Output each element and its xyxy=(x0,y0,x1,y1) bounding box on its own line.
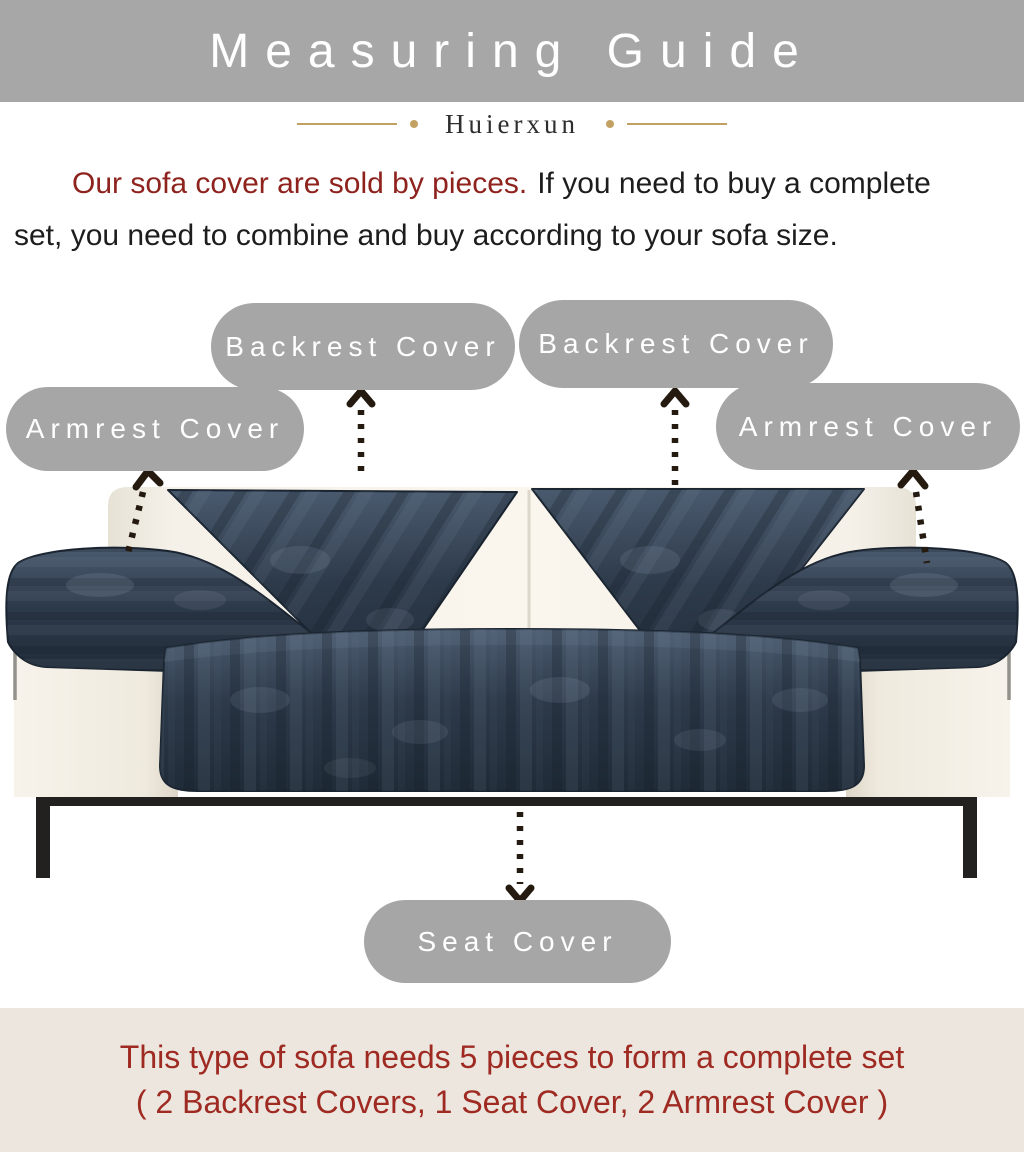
footer-line-2: ( 2 Backrest Covers, 1 Seat Cover, 2 Armrest Cover ) xyxy=(135,1084,889,1120)
intro-line-2: set, you need to combine and buy according to your sofa size. xyxy=(14,219,838,252)
brand-divider xyxy=(0,104,1024,144)
intro-line-1 xyxy=(0,158,1024,210)
header-banner xyxy=(0,0,1024,102)
arrow-seat-icon xyxy=(509,812,531,901)
brand-name: Huierxun xyxy=(445,108,579,139)
callout-backrest-cover-right: Backrest Cover xyxy=(519,300,833,388)
footer-note xyxy=(0,1008,1024,1152)
callout-backrest-cover-left: Backrest Cover xyxy=(211,303,515,390)
footer-line-1: This type of sofa needs 5 pieces to form a complete set xyxy=(119,1039,905,1075)
seat-cover xyxy=(160,629,864,791)
arrow-backrest-right-icon xyxy=(664,391,686,485)
divider-line-right xyxy=(627,123,727,125)
intro-paragraph xyxy=(0,158,1024,262)
intro-highlight: Our sofa cover are sold by pieces. xyxy=(72,167,528,200)
callout-seat-cover: Seat Cover xyxy=(364,900,671,983)
divider-dot-left xyxy=(410,120,418,128)
page-title: Measuring Guide xyxy=(209,24,815,78)
callout-armrest-cover-right: Armrest Cover xyxy=(716,383,1020,470)
divider-dot-right xyxy=(606,120,614,128)
arrow-backrest-left-icon xyxy=(350,391,372,478)
divider-line-left xyxy=(297,123,397,125)
intro-line1-rest: If you need to buy a complete xyxy=(537,167,931,200)
callout-armrest-cover-left: Armrest Cover xyxy=(6,387,304,471)
sofa-legs xyxy=(36,797,977,878)
